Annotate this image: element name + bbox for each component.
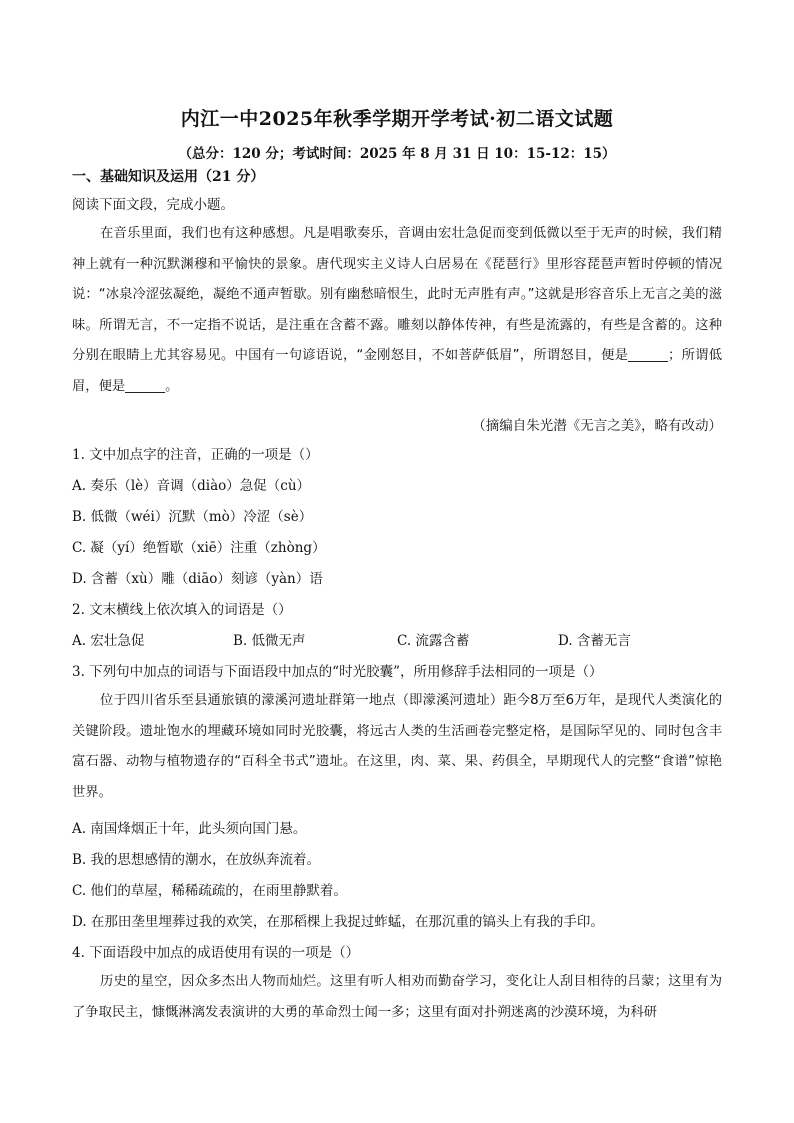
exam-info: （总分：120 分；考试时间：2025 年 8 月 31 日 10：15-12：15） (178, 146, 616, 162)
passage-text: 在音乐里面，我们也有这种感想。凡是唱歌奏乐，音调由宏壮急促而变到低微以至于无声的时候，我们精神上就有一种沉默渊穆和平愉快的景象。唐代现实主义诗人白居易在《琵琶行》里形容琵琶声暂时停顿的情况说：“冰泉冷涩弦凝绝，凝绝不通声暂歇。别有幽愁暗恨生，此时无声胜有声。”这就是形容音乐上无言之美的滋味。所谓无言，不一定指不说话，是注重在含蓄不露。雕刻以静体传神，有些是流露的，有些是含蓄的。这种分别在眼睛上尤其容易见。中国有一句谚语说，“金刚怒目，不如菩萨低眉”，所谓怒目，便是______；所谓低眉，便是______。 (72, 226, 722, 394)
page-title: 内江一中2025年秋季学期开学考试·初二语文试题 (180, 108, 614, 130)
question-3-passage-text: 位于四川省乐至县通旅镇的濛溪河遗址群第一地点（即濛溪河遗址）距今8万至6万年，是现代人类演化的关键阶段。遗址饱水的埋藏环境如同时光胶囊，将远古人类的生活画卷完整定格，是国际罕见的、同时包含丰富石器、动物与植物遗存的“百科全书式”遗址。在这里，肉、菜、果、药俱全，早期现代人的完整“食谱”惊艳世界。 (72, 693, 722, 800)
question-4-stem: 4. 下面语段中加点的成语使用有误的一项是（） (72, 945, 360, 961)
question-1-option-d: D. 含蓄（xù）雕（diāo）刻谚（yàn）语 (72, 571, 323, 587)
question-3-option-c: C. 他们的草屋，稀稀疏疏的，在雨里静默着。 (72, 883, 347, 899)
question-2-option-a: A. 宏壮急促 (72, 633, 145, 649)
question-4-passage-text: 历史的星空，因众多杰出人物而灿烂。这里有听人相劝而勤奋学习，变化让人刮目相待的吕蒙；这里有为了争取民主，慷慨淋漓发表演讲的大勇的革命烈士闻一多；这里有面对扑朔迷离的沙漠环境，为科研 (72, 974, 722, 1020)
question-1-option-a: A. 奏乐（lè）音调（diào）急促（cù） (72, 478, 311, 494)
question-3-passage (72, 686, 722, 808)
question-3-option-a: A. 南国烽烟正十年，此头须向国门悬。 (72, 821, 307, 837)
passage-source: （摘编自朱光潜《无言之美》，略有改动） (472, 418, 722, 434)
question-1-option-c: C. 凝（yí）绝暂歇（xiē）注重（zhòng） (72, 540, 326, 556)
question-3-option-d: D. 在那田垄里埋葬过我的欢笑，在那稻棵上我捉过蚱蜢，在那沉重的镐头上有我的手印。 (72, 914, 604, 930)
question-3-option-b: B. 我的思想感情的潮水，在放纵奔流着。 (72, 852, 321, 868)
question-4-passage (72, 967, 722, 1028)
section-heading: 一、基础知识及运用（21 分） (72, 169, 265, 185)
question-1-stem: 1. 文中加点字的注音，正确的一项是（） (72, 447, 319, 463)
reading-passage (72, 219, 722, 402)
question-2-option-c: C. 流露含蓄 (397, 633, 470, 649)
question-2-option-d: D. 含蓄无言 (558, 633, 631, 649)
question-3-stem: 3. 下列句中加点的词语与下面语段中加点的“时光胶囊”，所用修辞手法相同的一项是（） (72, 664, 603, 680)
reading-instruction: 阅读下面文段，完成小题。 (72, 197, 234, 213)
question-2-stem: 2. 文末横线上依次填入的词语是（） (72, 602, 292, 618)
question-2-option-b: B. 低微无声 (233, 633, 306, 649)
question-1-option-b: B. 低微（wéi）沉默（mò）冷涩（sè） (72, 509, 313, 525)
